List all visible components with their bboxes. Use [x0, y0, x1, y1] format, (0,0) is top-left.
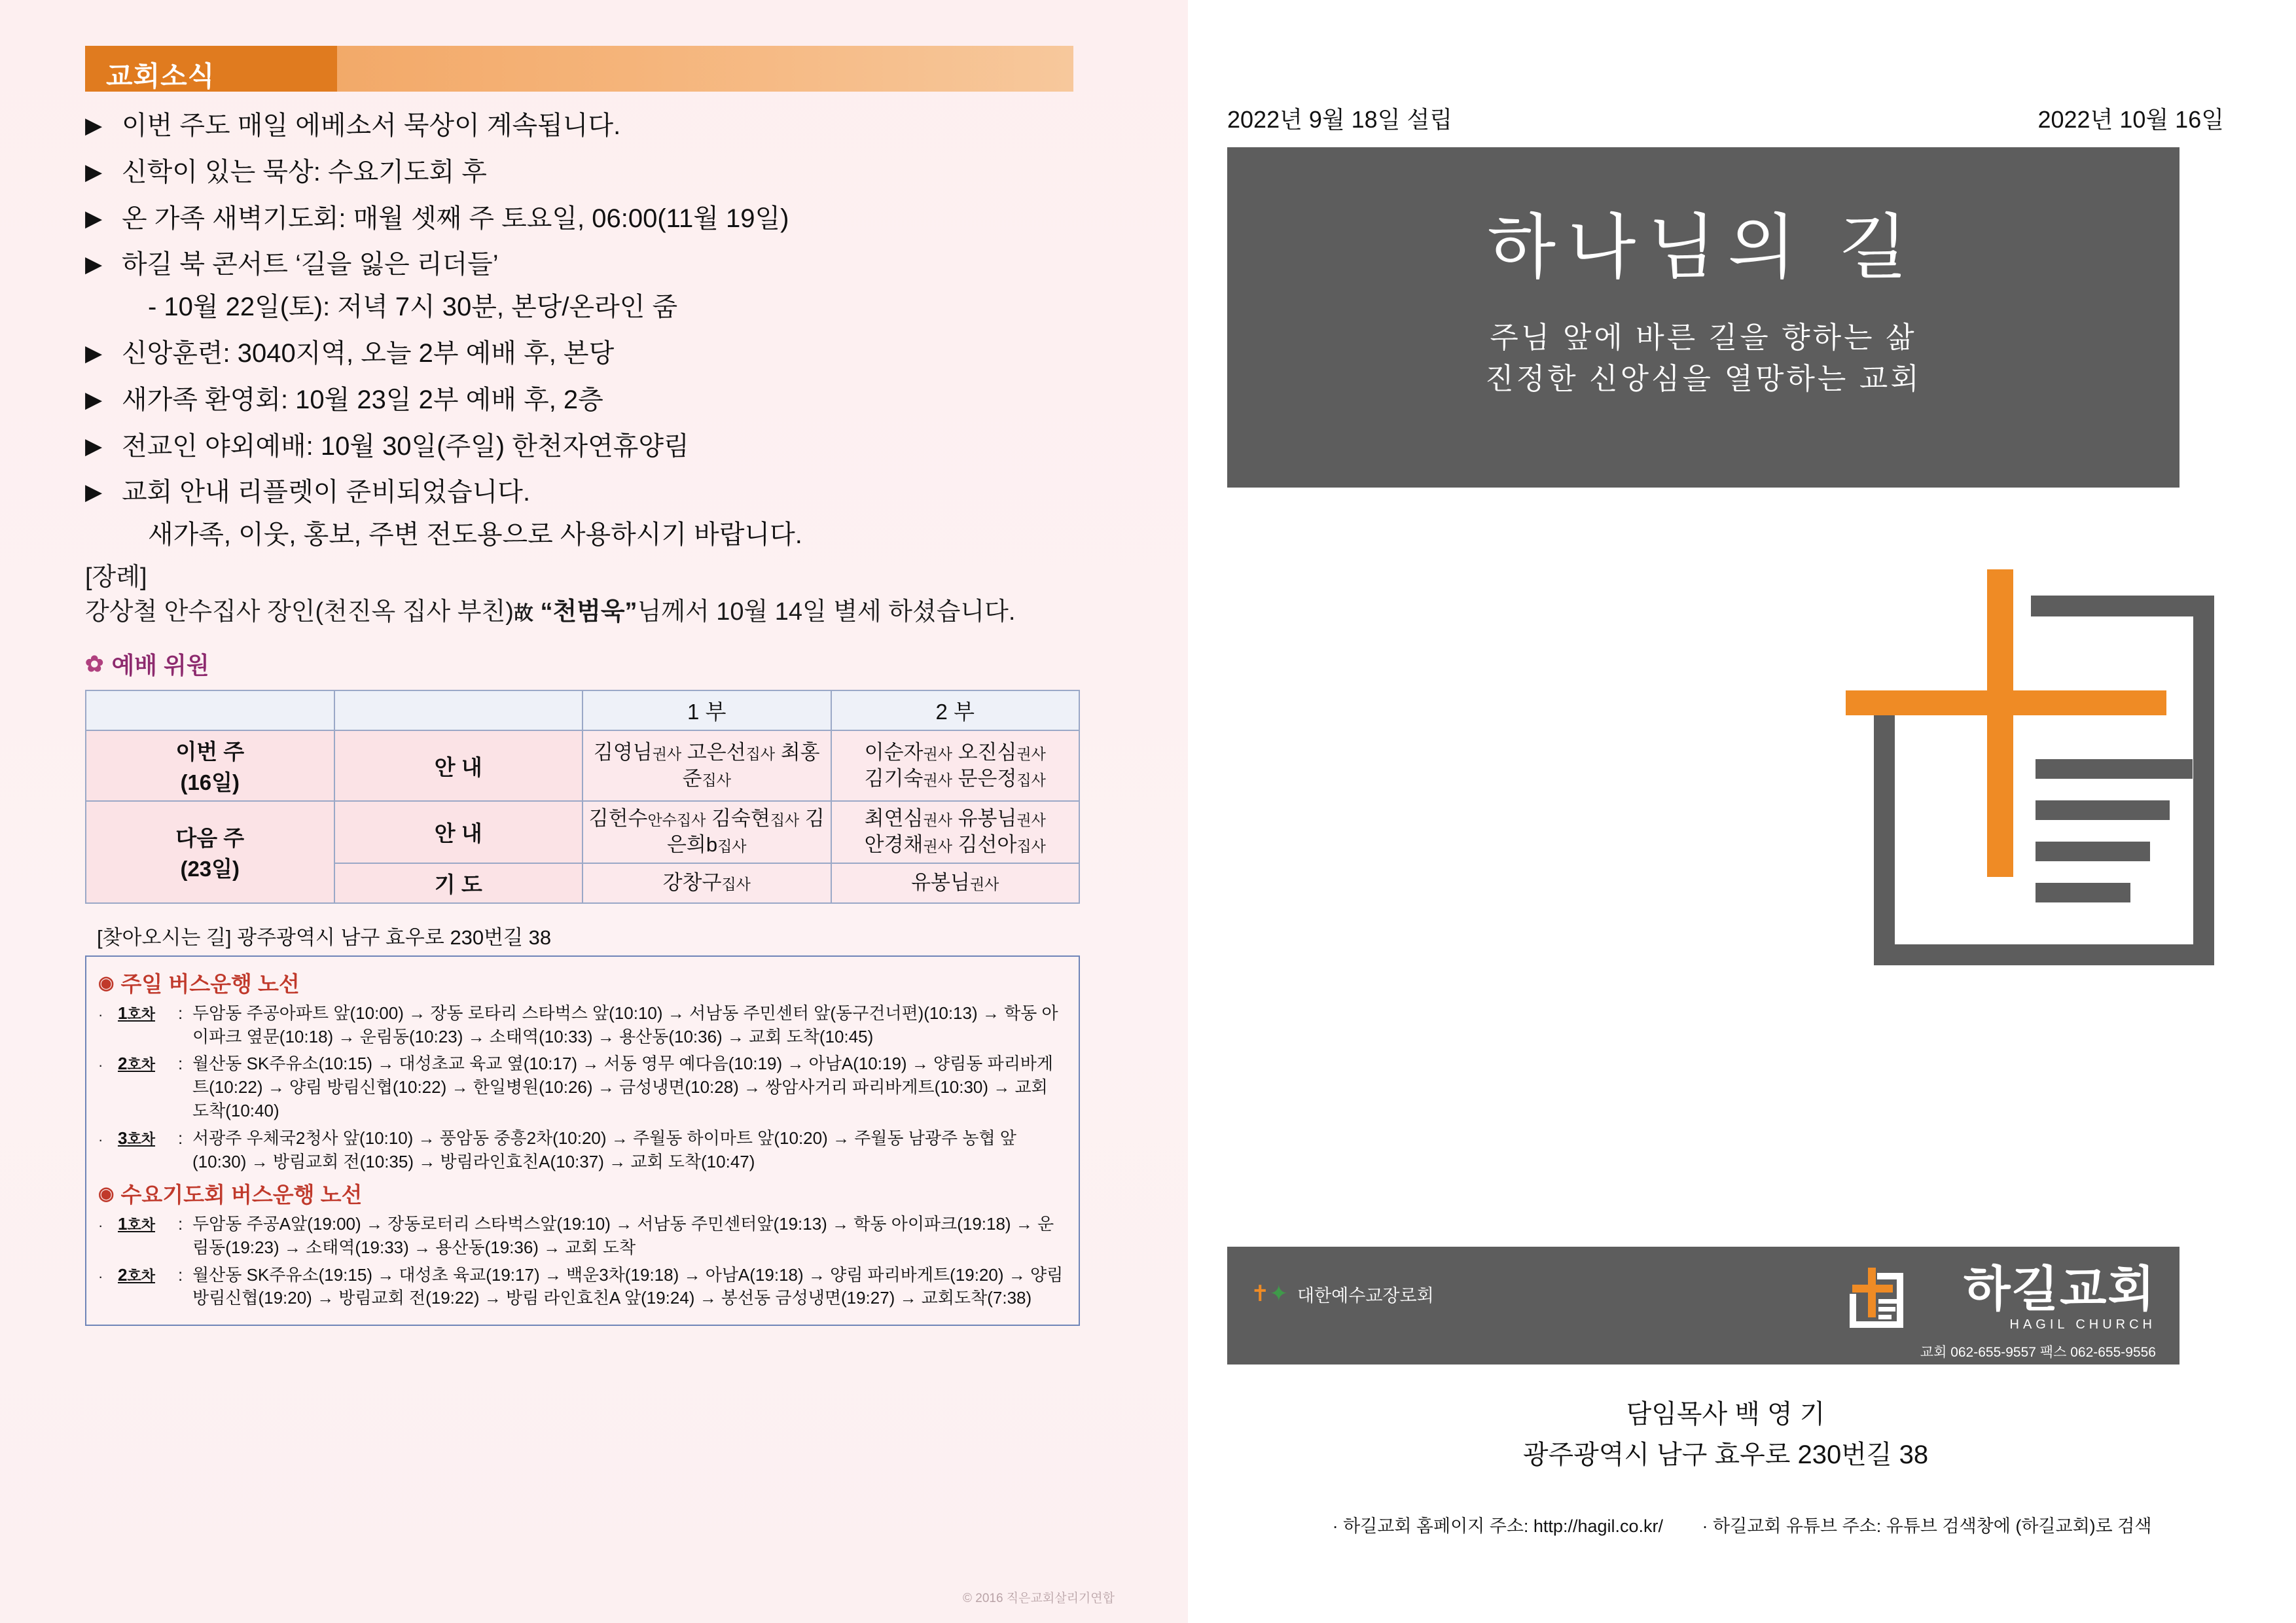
- header-part2: 2 부: [831, 690, 1080, 730]
- youtube-link[interactable]: · 하길교회 유튜브 주소: 유튜브 검색창에 (하길교회)로 검색: [1702, 1516, 2152, 1536]
- route-stops: 서광주 우체국2청사 앞(10:10) → 풍암동 중흥2차(10:20) → 주월동 하이마트 앞(10:20) → 주월동 남광주 농협 앞(10:30) → 방림교회 전(10:35) → 방림라인효친A(10:37) → 교회 도착(10:47): [192, 1128, 1016, 1171]
- route-stops: 월산동 SK주유소(19:15) → 대성초 육교(19:17) → 백운3차(19:18) → 아남A(19:18) → 양림 파리바게트(19:20) → 양림 방림신협(19:20) → 방림교회 전(19:22) → 방림 라인효친A 앞(19:24) → 봉선동 금성냉면(19:27) → 교회도착(7:38): [192, 1264, 1064, 1308]
- news-header-label: 교회소식: [106, 61, 215, 92]
- title: 권사: [652, 745, 682, 762]
- wednesday-routes-title-label: 수요기도회 버스운행 노선: [120, 1182, 363, 1207]
- triangle-bullet-icon: ▶: [85, 252, 103, 277]
- church-logo-block: [1846, 1262, 2156, 1361]
- emblem-book-line-2: [2036, 800, 2170, 820]
- route-number: [118, 1213, 178, 1260]
- funeral-text-2: 님께서 10월 14일 별세: [637, 598, 882, 626]
- cover-banner: [1227, 147, 2179, 488]
- triangle-bullet-icon: ▶: [85, 159, 103, 185]
- route-stops: 월산동 SK주유소(10:15) → 대성초교 육교 옆(10:17) → 서동 영무 예다음(10:19) → 아남A(10:19) → 양림동 파리바게트(10:22) → 양림 방림신협(10:22) → 한일병원(10:26) → 금성냉면(10:28) → 쌍암사거리 파리바게트(10:30) → 교회 도착(10:40): [192, 1054, 1054, 1121]
- cell-part2-nextweek: [831, 801, 1080, 863]
- emblem-book-line-4: [2036, 883, 2130, 902]
- online-links-line: [1227, 1512, 2257, 1537]
- header-blank-2: [334, 690, 583, 730]
- row-label-text: 이번 주: [175, 740, 245, 764]
- directions-address-line: [85, 921, 1116, 950]
- route-stops: 두암동 주공아파트 앞(10:00) → 장동 로타리 스타벅스 앞(10:10) → 서남동 주민센터 앞(동구건너편)(10:13) → 학동 아이파크 옆문(10:18) → 운림동(10:23) → 소태역(10:33) → 용산동(10:36) → 교회 도착(10:45): [192, 1003, 1058, 1046]
- list-item: [98, 1052, 1067, 1123]
- directions-address: 광주광역시 남구 효우로 230번길 38: [237, 925, 552, 949]
- title: 안수집사: [647, 812, 706, 829]
- cross-icon-vertical: [1987, 569, 2013, 877]
- funeral-section-title: [장례]: [85, 563, 147, 591]
- table-row: [86, 801, 1079, 863]
- colon: :: [178, 1213, 183, 1234]
- header-blank-1: [86, 690, 334, 730]
- wednesday-routes-title: [98, 1178, 1067, 1209]
- title: 집사: [770, 812, 800, 829]
- church-name-english: HAGIL CHURCH: [2009, 1317, 2156, 1332]
- list-item: [85, 154, 1086, 191]
- funeral-text-name: “천범욱”: [540, 598, 637, 626]
- route-number-digit: 2: [118, 1054, 128, 1074]
- news-item-text: 교회 안내 리플렛이 준비되었습니다.: [122, 478, 531, 507]
- name: 안경채: [864, 833, 924, 857]
- emblem-frame-bottom: [1874, 944, 2214, 965]
- title: 권사: [969, 876, 999, 893]
- right-panel: [1188, 0, 2296, 1623]
- cross-icon-horizontal: [1846, 690, 2166, 715]
- route-stops: 두암동 주공A앞(19:00) → 장동로터리 스타벅스앞(19:10) → 서남동 주민센터앞(19:13) → 학동 아이파크(19:18) → 운림동(19:23) → 소태역(19:33) → 용산동(19:36) → 교회 도착: [192, 1213, 1054, 1257]
- church-footer-bar: [1227, 1247, 2179, 1364]
- middot-icon: ·: [98, 1006, 103, 1023]
- news-item-text: 이번 주도 매일 에베소서 묵상이 계속됩니다.: [122, 111, 621, 140]
- table-header-row: [86, 690, 1079, 730]
- title: 집사: [702, 772, 731, 789]
- route-number: [118, 1002, 178, 1049]
- row-label-date: (16일): [180, 770, 240, 795]
- date-row: [1227, 101, 2224, 135]
- name: 김헌수: [588, 807, 648, 830]
- banner-title: 하나님의 길: [1487, 207, 1920, 287]
- funeral-text-go: 故: [513, 603, 533, 625]
- church-address-line: 광주광역시 남구 효우로 230번길 38: [1522, 1440, 1929, 1469]
- cell-prayer-part1: [583, 863, 831, 903]
- bus-routes-box: [85, 955, 1080, 1327]
- title: 집사: [1016, 772, 1046, 789]
- title: 집사: [721, 876, 751, 893]
- denomination-label: 대한예수교장로회: [1297, 1285, 1434, 1306]
- church-logo-mark-icon: [1846, 1268, 1909, 1330]
- colon: :: [178, 1054, 183, 1074]
- news-item-text: 신학이 있는 묵상: 수요기도회 후: [122, 157, 487, 187]
- cell-part1-nextweek: [583, 801, 831, 863]
- emblem-book-line-3: [2036, 842, 2150, 861]
- list-item: [98, 1264, 1067, 1311]
- target-dot-icon: ◉: [98, 972, 115, 993]
- pastor-name-line: 담임목사 백 영 기: [1626, 1400, 1825, 1429]
- name: 문은정: [958, 767, 1017, 791]
- news-item-text: 하길 북 콘서트 ‘길을 잃은 리더들’: [122, 250, 499, 279]
- news-subitem-leaflet: 새가족, 이웃, 홍보, 주변 전도용으로 사용하시기 바랍니다.: [148, 520, 802, 550]
- middot-icon: ·: [98, 1057, 103, 1074]
- emblem-frame-right: [2193, 596, 2214, 965]
- church-news-header: [85, 46, 1073, 92]
- cell-part1-thisweek: [583, 730, 831, 801]
- worship-committee-table: [85, 690, 1080, 904]
- name: 김숙현: [711, 807, 770, 830]
- list-item: [85, 200, 1086, 238]
- row-label-date: (23일): [180, 856, 240, 881]
- emblem-frame-top: [2031, 596, 2214, 616]
- denomination-block: [1251, 1281, 1434, 1307]
- title: 집사: [745, 745, 776, 762]
- name: 강창구: [662, 871, 722, 895]
- name: 이순자: [864, 740, 924, 764]
- church-news-list: [85, 107, 1086, 554]
- route-number-digit: 2: [118, 1264, 128, 1285]
- name: 김영님: [593, 740, 653, 764]
- pastor-info-block: [1227, 1394, 2224, 1475]
- header-part1: 1 부: [583, 690, 831, 730]
- worship-committee-title: [85, 647, 1116, 681]
- row-label-text: 다음 주: [175, 825, 245, 850]
- title: 권사: [923, 838, 952, 855]
- title: 집사: [1016, 838, 1046, 855]
- issue-date: 2022년 10월 16일: [2037, 106, 2224, 133]
- route-number-unit: 호차: [127, 1056, 155, 1073]
- sunday-routes-title: [98, 967, 1067, 998]
- name: 오진심: [958, 740, 1017, 764]
- name: 김선아: [958, 833, 1017, 857]
- colon: :: [178, 1003, 183, 1023]
- middot-icon: ·: [98, 1217, 103, 1234]
- homepage-link[interactable]: · 하길교회 홈페이지 주소: http://hagil.co.kr/: [1332, 1516, 1664, 1536]
- title: 권사: [923, 772, 952, 789]
- row-role-guide-2: 안 내: [334, 801, 583, 863]
- list-item: [98, 1127, 1067, 1174]
- cell-part2-thisweek: [831, 730, 1080, 801]
- middot-icon: ·: [98, 1268, 103, 1285]
- cell-prayer-part2: [831, 863, 1080, 903]
- copyright-notice: © 2016 직은교회살리기연합: [962, 1592, 1115, 1605]
- church-name: 하길교회: [1964, 1262, 2156, 1316]
- news-subitem-concert: - 10월 22일(토): 저녁 7시 30분, 본당/온라인 줌: [148, 293, 678, 322]
- worship-committee-title-label: 예배 위원: [111, 652, 209, 679]
- founded-date: 2022년 9월 18일 설립: [1227, 106, 1453, 133]
- denomination-logo-icon: ✝✦: [1251, 1281, 1288, 1306]
- directions-label: [찾아오시는 길]: [97, 925, 232, 949]
- route-number-digit: 1: [118, 1003, 128, 1023]
- route-number-unit: 호차: [127, 1005, 155, 1022]
- title: 권사: [923, 745, 952, 762]
- funeral-text-1: 강상철 안수집사 장인(천진옥 집사 부친): [85, 598, 514, 626]
- name: 유봉님: [911, 871, 970, 895]
- route-number: [118, 1052, 178, 1123]
- list-item: [98, 1002, 1067, 1049]
- title: 집사: [717, 838, 747, 855]
- row-label-next-week: [86, 801, 334, 903]
- banner-subtitle-1: 주님 앞에 바른 길을 향하는 삶: [1490, 321, 1917, 354]
- route-number: [118, 1127, 178, 1174]
- route-number-unit: 호차: [127, 1131, 155, 1148]
- table-row: [86, 730, 1079, 801]
- list-item: [85, 246, 1086, 283]
- church-emblem-graphic: [1846, 569, 2296, 975]
- list-item: [85, 428, 1086, 465]
- route-number-unit: 호차: [127, 1216, 155, 1233]
- route-number: [118, 1264, 178, 1311]
- name: 고은선: [687, 740, 746, 764]
- list-item: [85, 335, 1086, 372]
- title: 권사: [923, 812, 952, 829]
- list-item: [85, 474, 1086, 511]
- target-dot-icon: ◉: [98, 1183, 115, 1204]
- list-item: [98, 1213, 1067, 1260]
- triangle-bullet-icon: ▶: [85, 480, 103, 505]
- name: 최홍준: [682, 740, 820, 791]
- row-label-this-week: [86, 730, 334, 801]
- list-item: [85, 107, 1086, 145]
- news-item-text: 새가족 환영회: 10월 23일 2부 예배 후, 2층: [122, 385, 603, 414]
- title: 권사: [1016, 812, 1046, 829]
- triangle-bullet-icon: ▶: [85, 387, 103, 412]
- news-item-text: 신앙훈련: 3040지역, 오늘 2부 예배 후, 본당: [122, 338, 615, 368]
- funeral-section-body: [85, 595, 1093, 630]
- name: 김은희b: [666, 807, 825, 857]
- flower-icon: ✿: [85, 651, 104, 677]
- news-item-text: 전교인 야외예배: 10월 30일(주일) 한천자연휴양림: [122, 431, 689, 461]
- funeral-text-3: 하셨습니다.: [888, 598, 1016, 626]
- triangle-bullet-icon: ▶: [85, 113, 103, 138]
- banner-subtitle-2: 진정한 신앙심을 열망하는 교회: [1485, 362, 1922, 395]
- name: 최연심: [864, 807, 924, 830]
- route-number-unit: 호차: [127, 1267, 155, 1284]
- name: 유봉님: [958, 807, 1017, 830]
- colon: :: [178, 1264, 183, 1285]
- sunday-routes-title-label: 주일 버스운행 노선: [120, 971, 300, 996]
- emblem-frame-left: [1874, 705, 1895, 965]
- route-number-digit: 3: [118, 1128, 128, 1149]
- church-contact: 교회 062-655-9557 팩스 062-655-9556: [1920, 1345, 2156, 1360]
- news-item-text: 온 가족 새벽기도회: 매월 셋째 주 토요일, 06:00(11월 19일): [122, 204, 789, 233]
- middot-icon: ·: [98, 1132, 103, 1149]
- triangle-bullet-icon: ▶: [85, 433, 103, 459]
- colon: :: [178, 1128, 183, 1149]
- list-item: [85, 382, 1086, 419]
- triangle-bullet-icon: ▶: [85, 340, 103, 366]
- name: 김기숙: [864, 767, 924, 791]
- emblem-book-line-1: [2036, 759, 2193, 779]
- triangle-bullet-icon: ▶: [85, 205, 103, 231]
- route-number-digit: 1: [118, 1213, 128, 1234]
- row-role-prayer: 기 도: [334, 863, 583, 903]
- title: 권사: [1016, 745, 1046, 762]
- row-role-guide-1: 안 내: [334, 730, 583, 801]
